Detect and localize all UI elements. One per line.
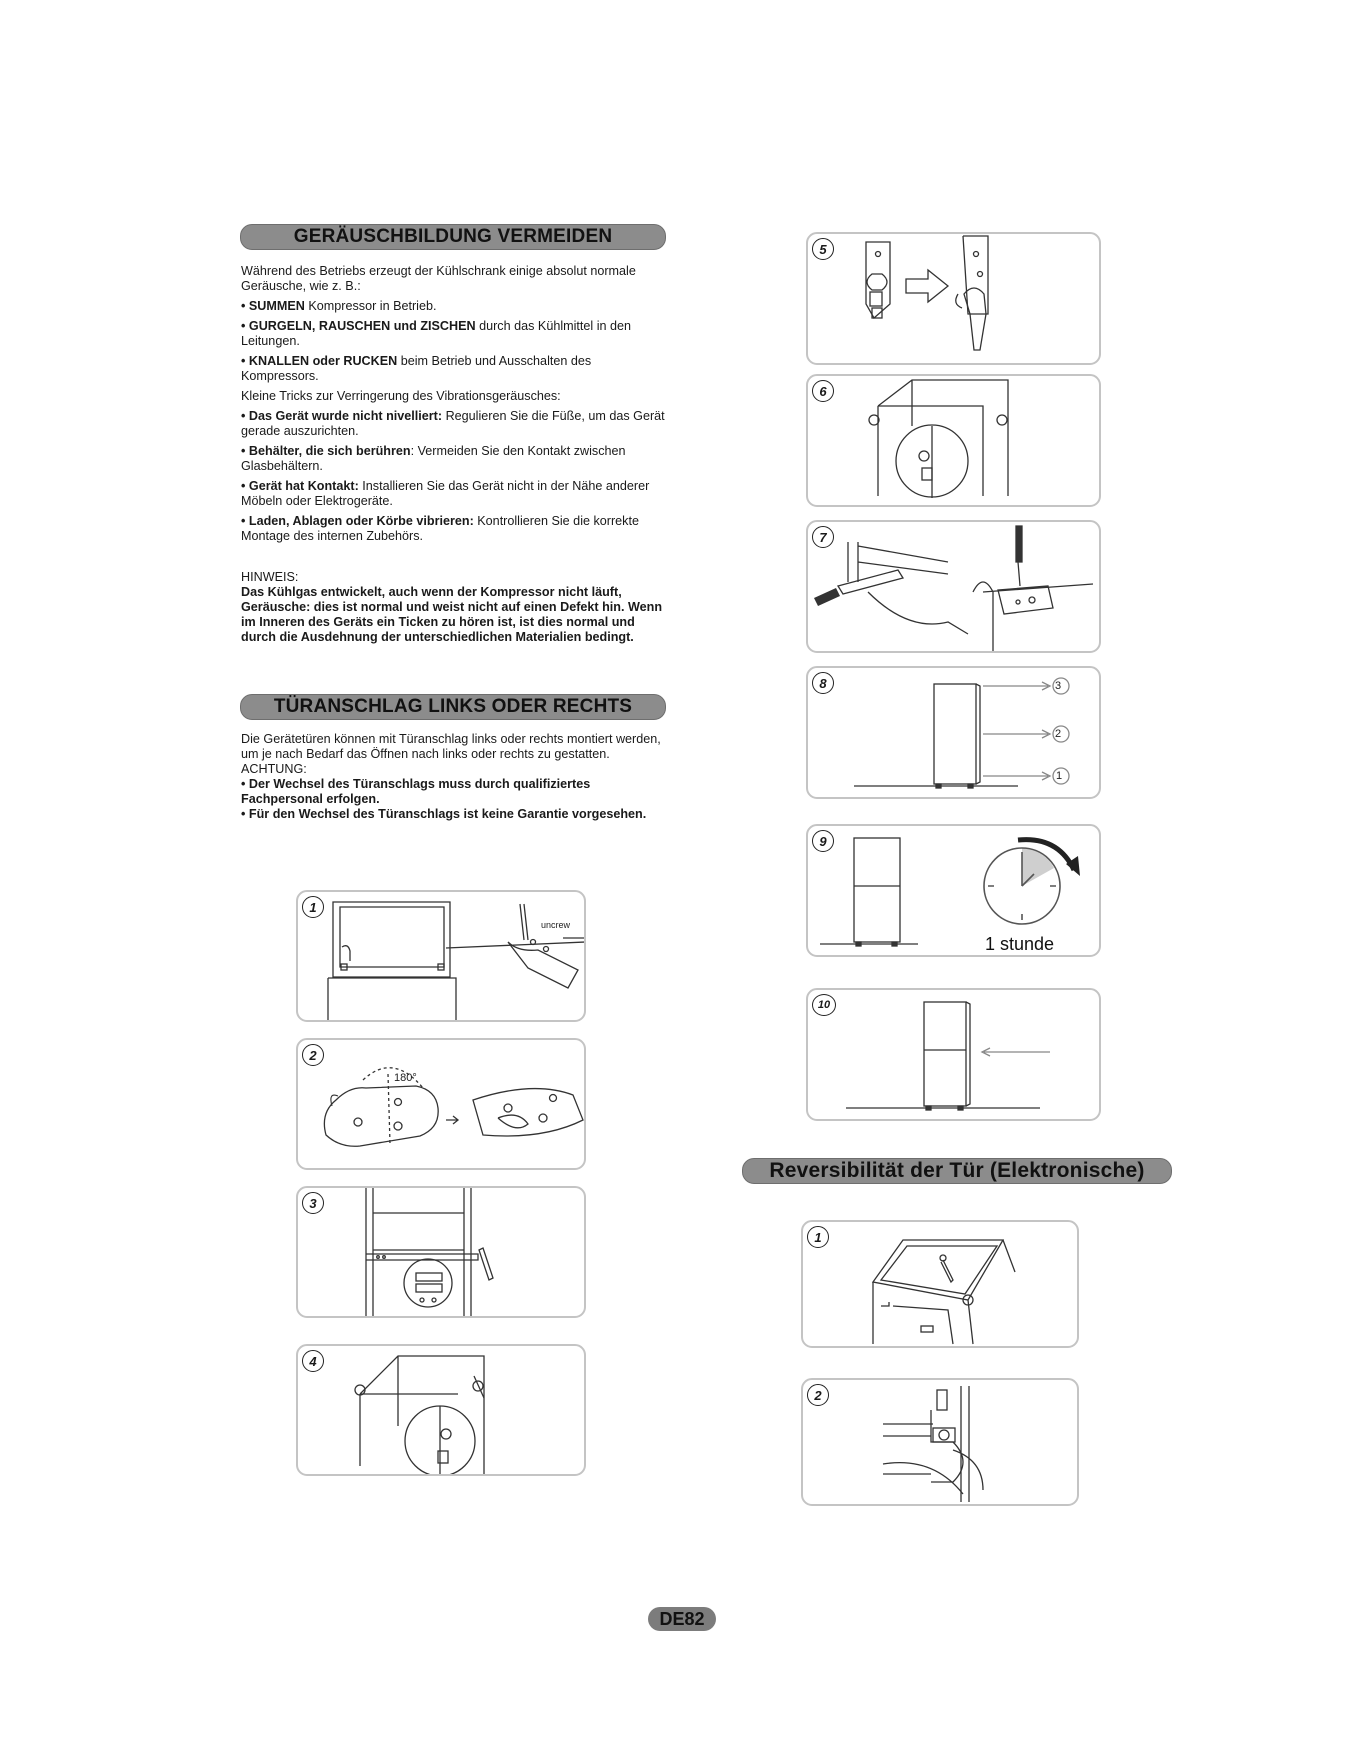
electronic-section-header bbox=[742, 1158, 1172, 1184]
step-10-panel bbox=[806, 988, 1101, 1121]
electronic-step-1-panel bbox=[801, 1220, 1079, 1348]
door-title: TÜRANSCHLAG LINKS ODER RECHTS bbox=[273, 696, 633, 717]
step-2-panel bbox=[296, 1038, 586, 1170]
lower-hinge-illustration bbox=[298, 1346, 586, 1476]
noise-section-header bbox=[240, 224, 666, 250]
noise-item: • GURGELN, RAUSCHEN und ZISCHEN durch das Kühlmittel in den Leitungen. bbox=[241, 319, 632, 348]
step-badge: 3 bbox=[302, 1192, 324, 1214]
caution-item: • Für den Wechsel des Türanschlags ist keine Garantie vorgesehen. bbox=[241, 807, 647, 821]
noise-item: • SUMMEN Kompressor in Betrieb. bbox=[241, 299, 437, 313]
trick-item: • Behälter, die sich berühren: Vermeiden Sie den Kontakt zwischen Glasbehältern. bbox=[241, 444, 626, 473]
noise-item: • KNALLEN oder RUCKEN beim Betrieb und Ausschalten des Kompressors. bbox=[241, 354, 592, 383]
foot-hinge-illustration bbox=[808, 376, 1101, 507]
door-close-illustration bbox=[808, 990, 1101, 1121]
electronic-title: Reversibilität der Tür (Elektronische) bbox=[769, 1159, 1145, 1182]
step-badge: 6 bbox=[812, 380, 834, 402]
hinge-rotate-illustration bbox=[298, 1040, 586, 1170]
door-intro: Die Gerätetüren können mit Türanschlag links oder rechts montiert werden, um je nach Bedarf das Öffnen nach links oder rechts zu gestatten. bbox=[241, 732, 661, 761]
electronic-step-2-panel bbox=[801, 1378, 1079, 1506]
step-badge: 9 bbox=[812, 830, 834, 852]
step-badge: 7 bbox=[812, 526, 834, 548]
noise-note bbox=[241, 570, 667, 645]
noise-title: GERÄUSCHBILDUNG VERMEIDEN bbox=[293, 226, 613, 247]
step-5-panel bbox=[806, 232, 1101, 365]
circle-label-3: 3 bbox=[1055, 680, 1062, 692]
circle-label-2: 2 bbox=[1055, 728, 1062, 740]
caution-label: ACHTUNG: bbox=[241, 762, 307, 776]
tricks-intro: Kleine Tricks zur Verringerung des Vibrationsgeräusches: bbox=[241, 389, 561, 403]
noise-intro: Während des Betriebs erzeugt der Kühlschrank einige absolut normale Geräusche, wie z. B.: bbox=[241, 264, 636, 293]
circle-label-1: 1 bbox=[1056, 770, 1063, 782]
door-section-header bbox=[240, 694, 666, 720]
step-9-panel bbox=[806, 824, 1101, 957]
page-number-badge bbox=[648, 1607, 716, 1631]
screwdriver-illustration bbox=[808, 522, 1101, 653]
door-hinge-illustration bbox=[298, 1188, 586, 1318]
electronic-hinge-illustration bbox=[803, 1380, 1079, 1506]
wait-clock-illustration bbox=[808, 826, 1101, 957]
trick-item: • Laden, Ablagen oder Körbe vibrieren: Kontrollieren Sie die korrekte Montage des internen Zubehörs. bbox=[241, 514, 639, 543]
electronic-top-illustration bbox=[803, 1222, 1079, 1348]
step-7-panel bbox=[806, 520, 1101, 653]
noise-body bbox=[241, 264, 667, 549]
step-8-panel bbox=[806, 666, 1101, 799]
trick-item: • Das Gerät wurde nicht nivelliert: Regulieren Sie die Füße, um das Gerät gerade auszurichten. bbox=[241, 409, 665, 438]
step-badge: 10 bbox=[812, 994, 836, 1016]
note-label: HINWEIS: bbox=[241, 570, 299, 584]
step-badge: 5 bbox=[812, 238, 834, 260]
step-badge: 2 bbox=[807, 1384, 829, 1406]
step-badge: 1 bbox=[807, 1226, 829, 1248]
step-1-panel bbox=[296, 890, 586, 1022]
angle-label: 180° bbox=[394, 1072, 417, 1084]
step-badge: 2 bbox=[302, 1044, 324, 1066]
note-text: Das Kühlgas entwickelt, auch wenn der Kompressor nicht läuft, Geräusche: dies ist normal und weist nicht auf einen Defekt hin. Wenn im Inneren des Geräts ein Ticken zu hören ist, ist dies normal und durch die Ausdehnung der unterschiedlichen Materialien bedingt. bbox=[241, 585, 663, 644]
step-3-panel bbox=[296, 1186, 586, 1318]
step-badge: 8 bbox=[812, 672, 834, 694]
trick-item: • Gerät hat Kontakt: Installieren Sie das Gerät nicht in der Nähe anderer Möbeln oder Elektrogeräte. bbox=[241, 479, 650, 508]
step-badge: 4 bbox=[302, 1350, 324, 1372]
step-badge: 1 bbox=[302, 896, 324, 918]
screw-label: uncrew bbox=[541, 920, 571, 930]
wait-label: 1 stunde bbox=[985, 934, 1055, 954]
caution-item: • Der Wechsel des Türanschlags muss durch qualifiziertes Fachpersonal erfolgen. bbox=[241, 777, 591, 806]
step-6-panel bbox=[806, 374, 1101, 507]
step-4-panel bbox=[296, 1344, 586, 1476]
hinge-pin-illustration bbox=[808, 234, 1101, 365]
fridge-top-illustration bbox=[298, 892, 586, 1022]
page-number: DE82 bbox=[659, 1608, 705, 1629]
door-body bbox=[241, 732, 667, 822]
